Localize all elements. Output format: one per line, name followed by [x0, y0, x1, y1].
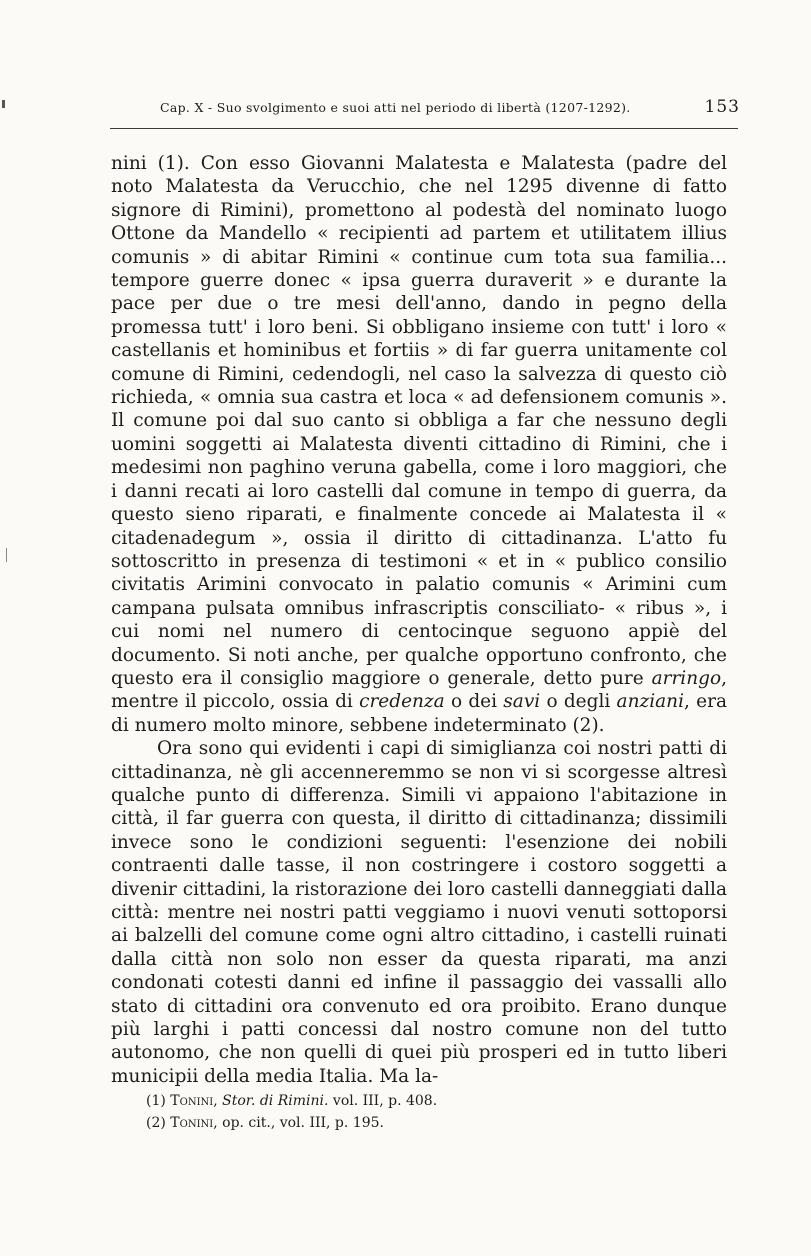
footnote-author: Tonini,: [170, 1093, 218, 1109]
footnote-number: (2): [146, 1115, 166, 1131]
footnote-title: Stor. di Rimini.: [222, 1093, 329, 1109]
running-header: [160, 97, 740, 117]
paragraph: [111, 152, 727, 737]
paragraph-text: o dei: [444, 691, 504, 713]
paragraph-text: o degli: [540, 691, 617, 713]
footnotes: [146, 1090, 726, 1134]
footnote-number: (1): [146, 1093, 166, 1109]
paragraph-text: nini (1). Con esso Giovanni Malatesta e Malatesta (padre del noto Malatesta da Verucchio, che nel 1295 divenne di fatto signore di Rimini), promettono al podestà del nominato luogo Ottone da Mandello « recipienti ad partem et utilitatem illius comunis » di abitar Rimini « continue cum tota sua familia... tempore guerre donec « ipsa guerra duraverit » e durante la pace per due o tre mesi dell'anno, dando in pegno della promessa tutt' i loro beni. Si obbligano insieme con tutt' i loro « castellanis et hominibus et fortiis » di far guerra unitamente col comune di Rimini, cedendogli, nel caso la salvezza di questo ciò richieda, « omnia sua castra et loca « ad defensionem comunis ». Il comune poi dal suo canto si obbliga a far che nessuno degli uomini soggetti ai Malatesta diventi cittadino di Rimini, che i medesimi non paghino veruna gabella, come i loro maggiori, che i danni recati ai loro castelli dal comune in tempo di guerra, da questo sieno riparati, e finalmente concede ai Malatesta il « citadenadegum », ossia il diritto di cittadinanza. L'atto fu sottoscritto in presenza di testimoni « et in « publico consilio civitatis Arimini convocato in palatio comunis « Arimini cum campana pulsata omnibus infrascriptis consciliato- « ribus », i cui nomi nel numero di centocinque seguono appiè del documento. Si noti anche, per qualche opportuno confronto, che questo era il consiglio maggiore o generale, detto pure: [111, 153, 727, 689]
margin-mark: [2, 100, 5, 108]
footnote-author: Tonini,: [170, 1115, 218, 1131]
header-rule: [110, 128, 738, 129]
italic-term: credenza: [359, 691, 445, 713]
footnote: [146, 1090, 726, 1112]
footnote-ref: op. cit., vol. III, p. 195.: [217, 1115, 384, 1131]
paragraph: Ora sono qui evidenti i capi di simiglianza coi nostri patti di cittadinanza, nè gli accenneremmo se non vi si scorgesse altresì qualche punto di differenza. Simili vi appaiono l'abitazione in città, il far guerra con questa, il diritto di cittadinanza; dissimili invece sono le condizioni seguenti: l'esenzione dei nobili contraenti dalle tasse, il non costringere i costoro soggetti a divenir cittadini, la ristorazione dei loro castelli danneggiati dalla città: mentre nei nostri patti veggiamo i nuovi venuti sottoporsi ai balzelli del comune come ogni altro cittadino, i castelli ruinati dalla città non solo non esser da questa riparati, ma anzi condonati cotesti danni ed infine il passaggio dei vassalli allo stato di cittadini ora convenuto ed ora proibito. Erano dunque più larghi i patti concessi dal nostro comune non del tutto autonomo, che non quelli di quei più prosperi ed in tutto liberi municipii della media Italia. Ma la-: [111, 738, 727, 1087]
italic-term: savi: [503, 691, 541, 713]
italic-term: anziani: [616, 691, 685, 713]
footnote-ref: vol. III, p. 408.: [328, 1093, 438, 1109]
running-title: Cap. X - Suo svolgimento e suoi atti nel periodo di libertà (1207-1292).: [160, 100, 631, 115]
paragraph-text: , mentre il piccolo, ossia di: [111, 667, 727, 713]
paragraph-text: , era di numero molto minore, sebbene indeterminato (2).: [111, 691, 727, 736]
page-number: 153: [704, 97, 740, 117]
main-text: [111, 152, 727, 1088]
margin-mark: [6, 548, 7, 562]
italic-term: arringo: [651, 667, 722, 689]
footnote: [146, 1112, 726, 1134]
